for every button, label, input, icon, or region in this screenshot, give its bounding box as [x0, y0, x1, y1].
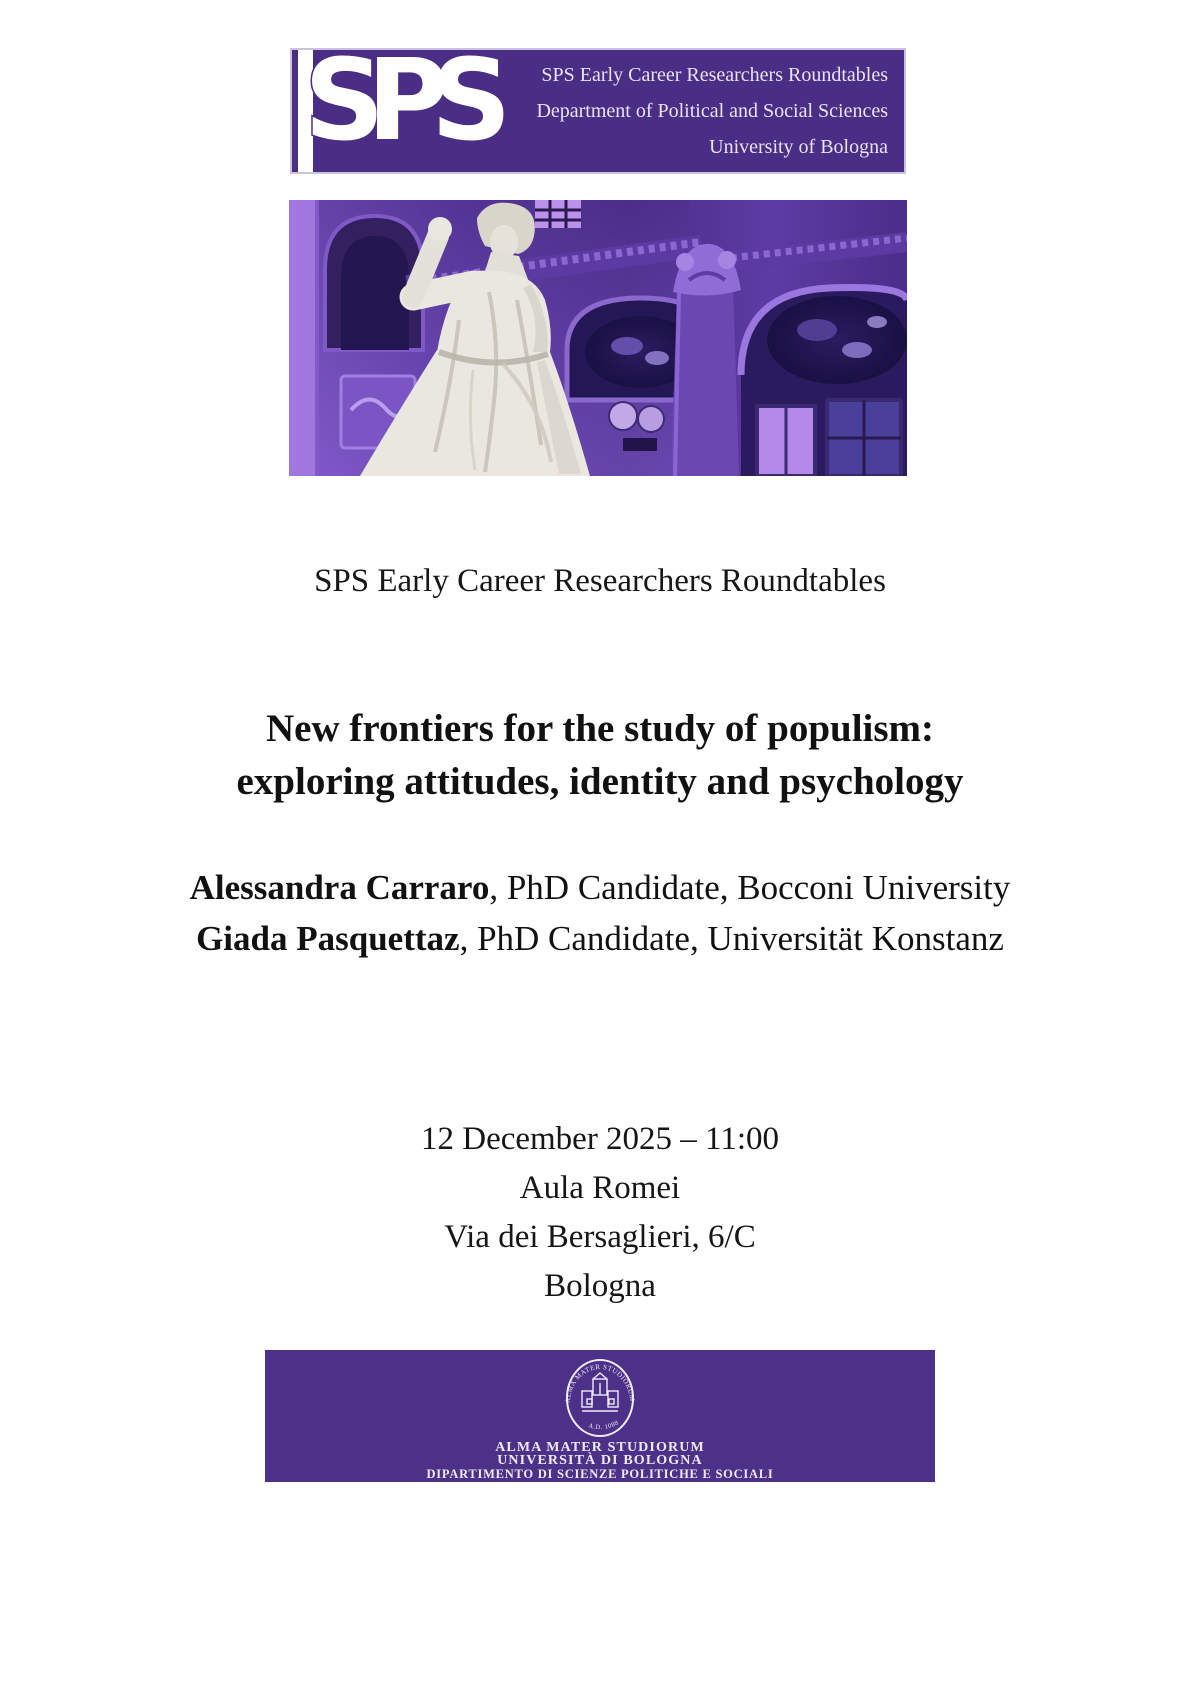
footer-banner — [265, 1350, 935, 1482]
photo-left-glow — [289, 200, 315, 476]
speakers-block — [0, 862, 1200, 964]
seal-top-text: ALMA MATER STUDIORUM — [563, 1362, 637, 1404]
header-line-series: SPS Early Career Researchers Roundtables — [541, 64, 888, 86]
event-details — [0, 1115, 1200, 1311]
speaker-details: , PhD Candidate, Universität Konstanz — [459, 919, 1004, 958]
event-venue: Aula Romei — [519, 1170, 681, 1206]
event-title — [0, 702, 1200, 808]
speaker-details: , PhD Candidate, Bocconi University — [489, 868, 1011, 907]
seal-emblem — [582, 1373, 618, 1411]
clerestory-window — [535, 200, 581, 228]
right-dome-fresco — [767, 296, 907, 384]
pillar — [671, 284, 739, 476]
lower-windows — [757, 400, 901, 476]
event-address: Via dei Bersaglieri, 6/C — [444, 1219, 756, 1255]
footer-line-department: DIPARTIMENTO DI SCIENZE POLITICHE E SOCIALI — [426, 1467, 774, 1481]
header-info — [536, 57, 888, 165]
fresco-detail — [611, 337, 643, 355]
event-title-line1: New frontiers for the study of populism: — [265, 707, 935, 750]
fresco-detail — [645, 351, 669, 365]
university-seal-icon — [552, 1357, 648, 1439]
series-line: SPS Early Career Researchers Roundtables — [314, 563, 886, 599]
speaker-line — [0, 862, 1200, 913]
footer-line-alma: ALMA MATER STUDIORUM — [495, 1440, 705, 1455]
header-line-university: University of Bologna — [709, 136, 888, 158]
svg-text:A.D. 1088 — [588, 1419, 620, 1431]
fresco-detail — [867, 316, 887, 328]
speaker-name: Giada Pasquettaz — [196, 919, 460, 958]
speaker-line — [0, 913, 1200, 964]
header-line-department: Department of Political and Social Sciences — [536, 100, 888, 122]
event-datetime: 12 December 2025 – 11:00 — [420, 1121, 780, 1157]
sps-logo: SPS — [304, 36, 494, 166]
fresco-detail — [797, 319, 837, 341]
statue-photo — [289, 200, 907, 476]
left-arch-inner — [341, 236, 409, 350]
footer-text — [426, 1441, 773, 1481]
event-title-line2: exploring attitudes, identity and psychology — [236, 760, 964, 803]
event-city: Bologna — [544, 1268, 656, 1304]
speaker-name: Alessandra Carraro — [189, 868, 490, 907]
header-banner — [290, 36, 906, 174]
seal-year-text: A.D. 1088 — [587, 1419, 621, 1432]
fresco-detail — [842, 342, 872, 358]
footer-line-university: UNIVERSITÀ DI BOLOGNA — [497, 1453, 703, 1468]
